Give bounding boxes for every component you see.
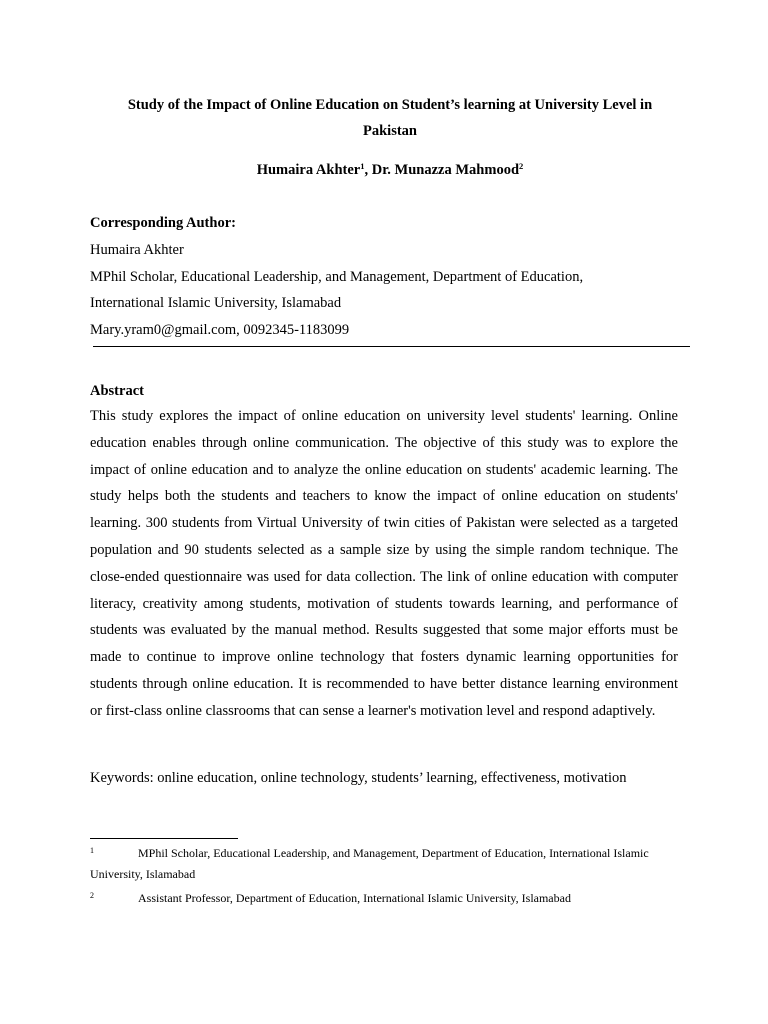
footnote-1-text-line-2: University, Islamabad <box>90 867 196 881</box>
header-divider <box>93 346 690 347</box>
author-2-footnote-mark: 2 <box>519 161 524 171</box>
corresponding-author-affiliation-1: MPhil Scholar, Educational Leadership, and Management, Department of Education, <box>90 268 584 285</box>
footnote-1-text-line-1: MPhil Scholar, Educational Leadership, and Management, Department of Education, International Islamic <box>138 846 649 860</box>
footnote-2 <box>90 888 690 909</box>
footnotes <box>90 843 690 909</box>
corresponding-author-label: Corresponding Author: <box>90 215 236 231</box>
abstract-heading: Abstract <box>90 383 144 399</box>
corresponding-author-affiliation-2: International Islamic University, Islamabad <box>90 295 342 312</box>
keywords-line: Keywords: online education, online technology, students’ learning, effectiveness, motivation <box>90 770 627 786</box>
footnote-2-mark: 2 <box>90 891 94 900</box>
paper-title-line-1: Study of the Impact of Online Education on Student’s learning at University Level in <box>127 97 653 113</box>
author-line <box>90 157 690 183</box>
paper-title-line-2: Pakistan <box>363 123 417 139</box>
corresponding-author-contact: Mary.yram0@gmail.com, 0092345-1183099 <box>90 322 350 339</box>
corresponding-author-name: Humaira Akhter <box>90 241 184 258</box>
paper-title <box>90 92 690 144</box>
corresponding-author-block <box>90 210 690 344</box>
author-1-footnote-mark: 1 <box>360 161 365 171</box>
footnote-1-mark: 1 <box>90 846 94 855</box>
abstract-body: This study explores the impact of online education on university level students' learning. Online education enables through online communication. The objective of this study was to explore the impact of online education and to analyze the online education on students' academic learning. The study helps both the students and teachers to know the impact of online education on students' learning. 300 students from Virtual University of twin cities of Pakistan were selected as a targeted population and 90 students selected as a sample size by using the simple random technique. The close-ended questionnaire was used for data collection. The link of online education with computer literacy, creativity among students, motivation of students towards learning, and performance of students was evaluated by the manual method. Results suggested that some major efforts must be made to continue to improve online technology that fosters dynamic learning opportunities for students through online education. It is recommended to have better distance learning environment or first-class online classrooms that can sense a learner's motivation level and respond adaptively. <box>90 408 678 719</box>
author-2-name: Dr. Munazza Mahmood <box>371 162 520 178</box>
author-1-name: Humaira Akhter <box>256 162 361 178</box>
footnote-divider <box>90 838 238 839</box>
footnote-1 <box>90 843 690 885</box>
author-separator: , <box>364 162 372 178</box>
footnote-2-text: Assistant Professor, Department of Education, International Islamic University, Islamabad <box>138 891 571 905</box>
